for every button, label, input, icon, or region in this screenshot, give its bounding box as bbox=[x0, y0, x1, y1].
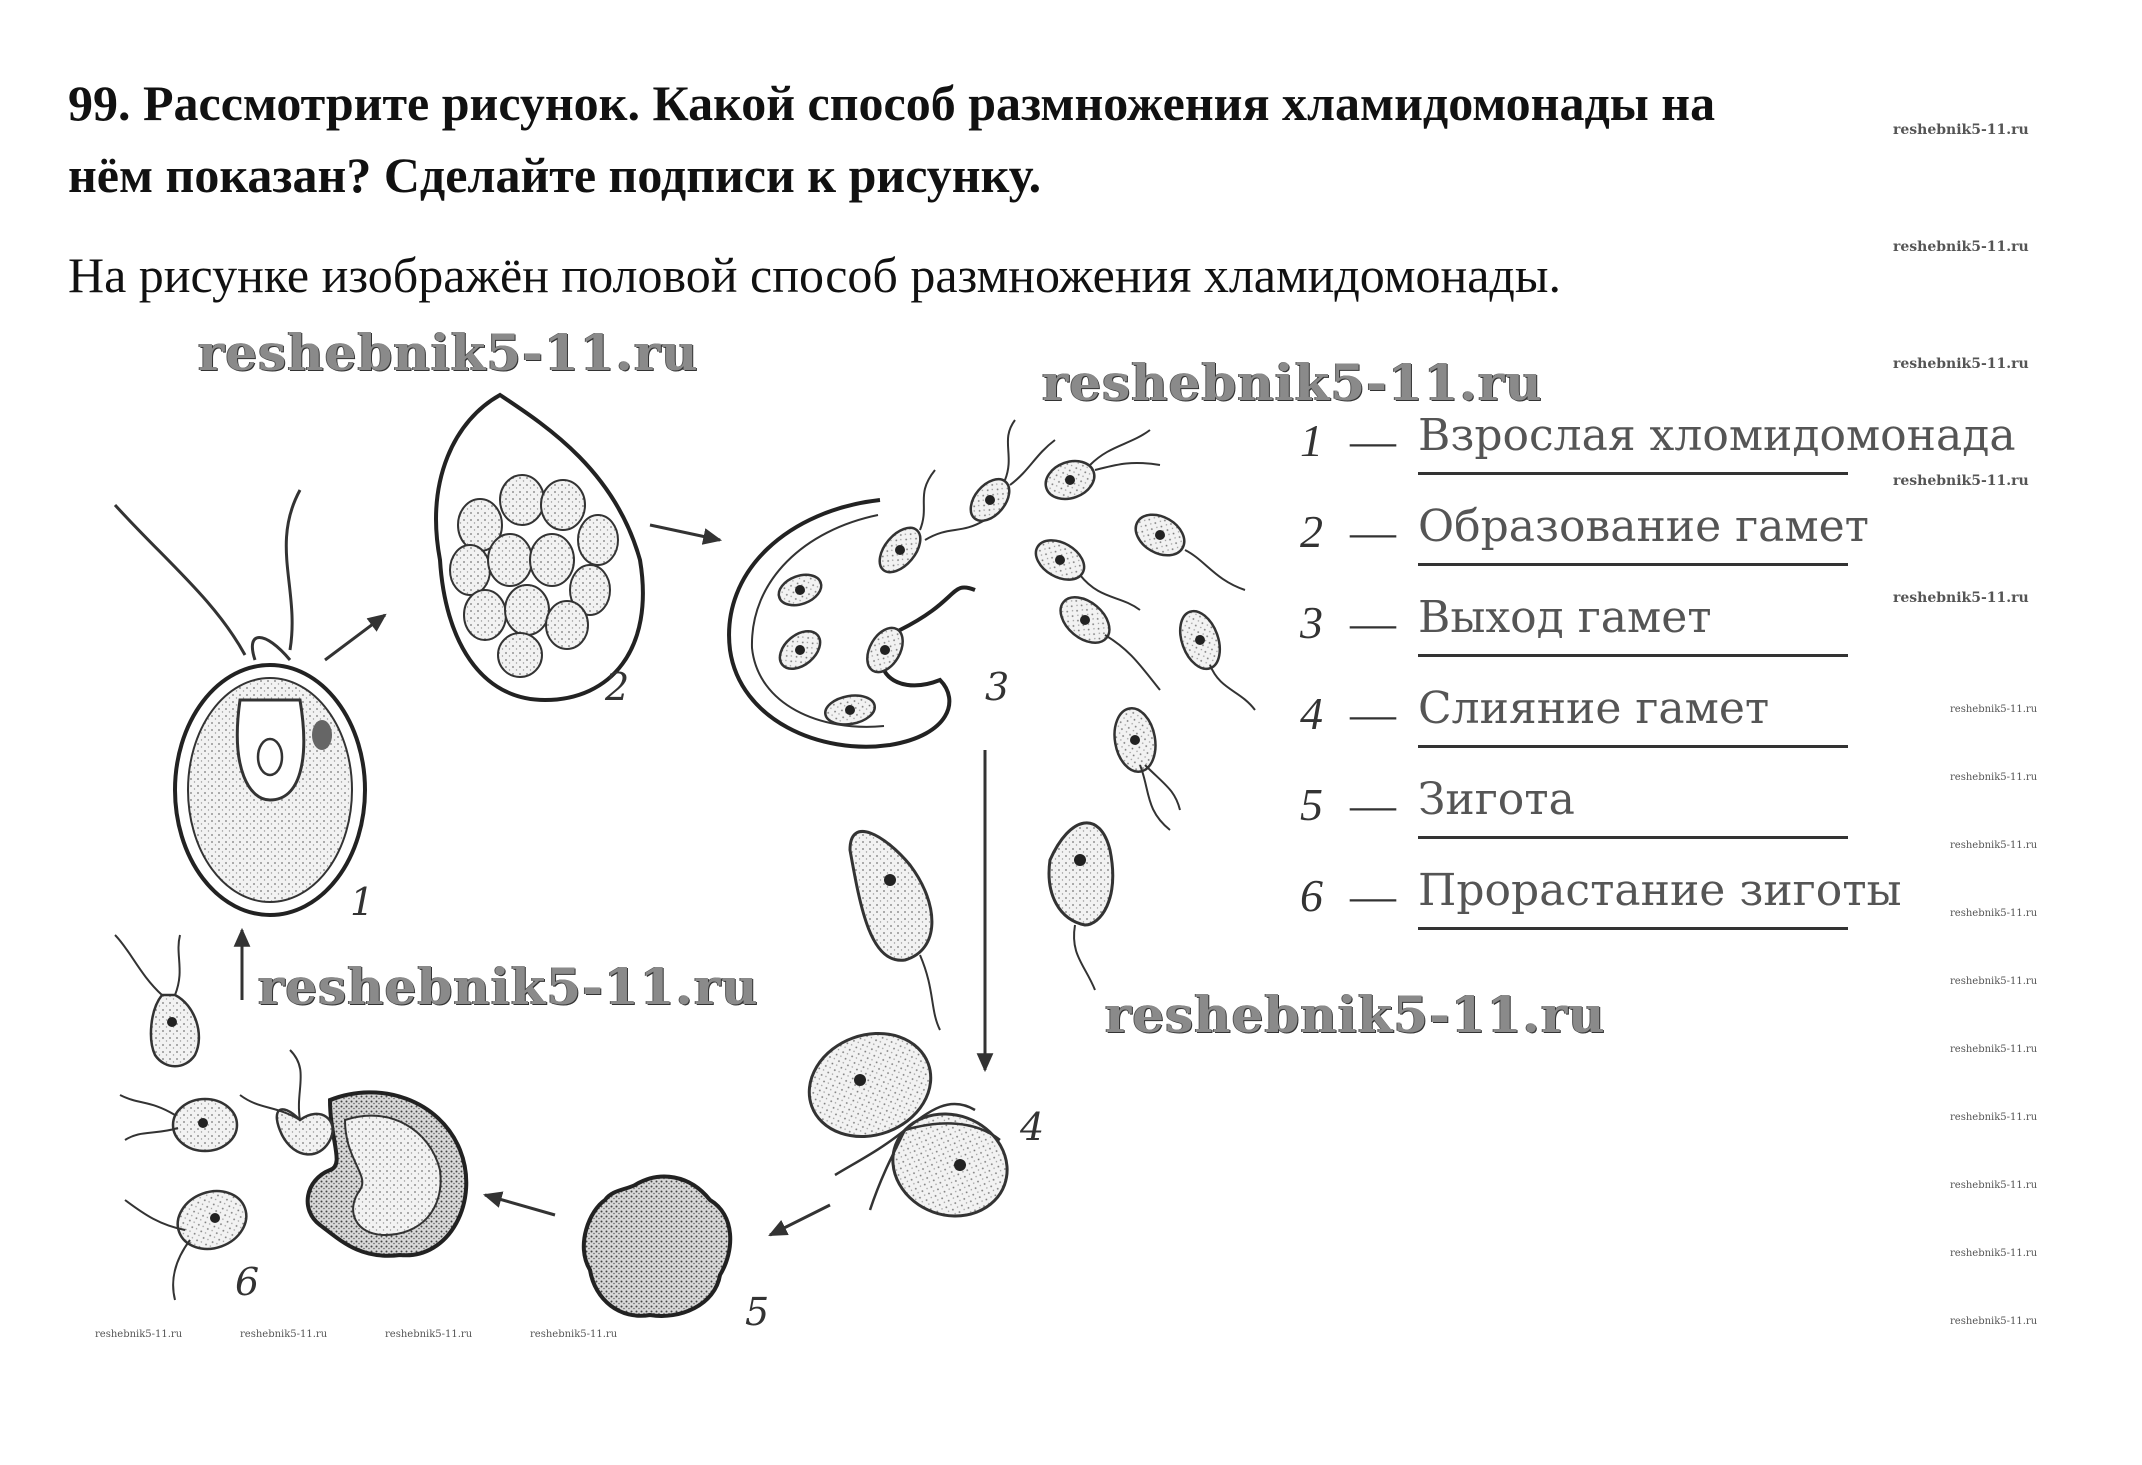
legend-item-3 bbox=[1300, 592, 2100, 683]
answer-text: На рисунке изображён половой способ размножения хламидомонады. bbox=[68, 247, 1561, 303]
watermark: reshebnik5-11.ru bbox=[1105, 985, 1606, 1044]
legend-dash: — bbox=[1350, 779, 1396, 830]
legend-number: 5 bbox=[1300, 779, 1323, 830]
stage-number-3: 3 bbox=[985, 665, 1010, 709]
watermark: reshebnik5-11.ru bbox=[530, 1329, 618, 1340]
watermark: reshebnik5-11.ru bbox=[385, 1329, 473, 1340]
watermark: reshebnik5-11.ru bbox=[1893, 239, 2029, 255]
legend-number: 1 bbox=[1300, 415, 1323, 466]
watermark: reshebnik5-11.ru bbox=[1950, 1316, 2038, 1327]
stage-5-zygote bbox=[584, 1177, 730, 1316]
legend-item-2 bbox=[1300, 501, 2100, 592]
figure-legend bbox=[1300, 410, 2100, 956]
watermark: reshebnik5-11.ru bbox=[1893, 356, 2029, 372]
legend-dash: — bbox=[1350, 870, 1396, 921]
question-line-2: нём показан? Сделайте подписи к рисунку. bbox=[68, 147, 1042, 203]
watermark: reshebnik5-11.ru bbox=[1893, 122, 2029, 138]
watermark: reshebnik5-11.ru bbox=[258, 957, 759, 1016]
legend-item-5 bbox=[1300, 774, 2100, 865]
legend-caption: Образование гамет bbox=[1418, 501, 1870, 552]
watermark: reshebnik5-11.ru bbox=[1950, 908, 2038, 919]
watermark: reshebnik5-11.ru bbox=[1893, 590, 2029, 606]
stage-3-gamete-release bbox=[729, 420, 1255, 830]
answer-line bbox=[1418, 472, 1848, 475]
legend-dash: — bbox=[1350, 415, 1396, 466]
legend-item-4 bbox=[1300, 683, 2100, 774]
watermark: reshebnik5-11.ru bbox=[95, 1329, 183, 1340]
legend-caption: Выход гамет bbox=[1418, 592, 1712, 643]
legend-number: 6 bbox=[1300, 870, 1323, 921]
stage-3-free-gametes bbox=[850, 823, 1113, 1030]
stage-4-gamete-fusion bbox=[795, 1017, 1022, 1232]
answer-line bbox=[1418, 836, 1848, 839]
watermark: reshebnik5-11.ru bbox=[1950, 1180, 2038, 1191]
legend-number: 2 bbox=[1300, 506, 1323, 557]
legend-number: 3 bbox=[1300, 597, 1323, 648]
watermark: reshebnik5-11.ru bbox=[1893, 473, 2029, 489]
legend-item-6 bbox=[1300, 865, 2100, 956]
watermark: reshebnik5-11.ru bbox=[1950, 1248, 2038, 1259]
watermark: reshebnik5-11.ru bbox=[1950, 772, 2038, 783]
answer-line bbox=[1418, 654, 1848, 657]
stage-number-5: 5 bbox=[745, 1290, 770, 1334]
legend-caption: Прорастание зиготы bbox=[1418, 865, 1902, 916]
watermark: reshebnik5-11.ru bbox=[1950, 704, 2038, 715]
watermark: reshebnik5-11.ru bbox=[1950, 1044, 2038, 1055]
answer-line bbox=[1418, 563, 1848, 566]
stage-number-6: 6 bbox=[235, 1260, 260, 1304]
watermark: reshebnik5-11.ru bbox=[240, 1329, 328, 1340]
legend-dash: — bbox=[1350, 597, 1396, 648]
legend-dash: — bbox=[1350, 688, 1396, 739]
watermark: reshebnik5-11.ru bbox=[1950, 840, 2038, 851]
stage-number-4: 4 bbox=[1020, 1105, 1045, 1149]
question-line-1: 99. Рассмотрите рисунок. Какой способ размножения хламидомонады на bbox=[68, 75, 1716, 131]
legend-caption: Слияние гамет bbox=[1418, 683, 1770, 734]
stage-1-adult-cell bbox=[115, 490, 365, 915]
watermark: reshebnik5-11.ru bbox=[1950, 1112, 2038, 1123]
watermark: reshebnik5-11.ru bbox=[1042, 353, 1543, 412]
legend-caption: Зигота bbox=[1418, 774, 1575, 825]
stage-2-gamete-formation bbox=[436, 395, 643, 700]
legend-caption: Взрослая хломидомонада bbox=[1418, 410, 2016, 461]
watermark: reshebnik5-11.ru bbox=[1950, 976, 2038, 987]
stage-number-1: 1 bbox=[350, 880, 375, 924]
legend-item-1 bbox=[1300, 410, 2100, 501]
legend-number: 4 bbox=[1300, 688, 1323, 739]
answer-line bbox=[1418, 745, 1848, 748]
legend-dash: — bbox=[1350, 506, 1396, 557]
answer-line bbox=[1418, 927, 1848, 930]
stage-number-2: 2 bbox=[605, 665, 630, 709]
watermark: reshebnik5-11.ru bbox=[198, 323, 699, 382]
